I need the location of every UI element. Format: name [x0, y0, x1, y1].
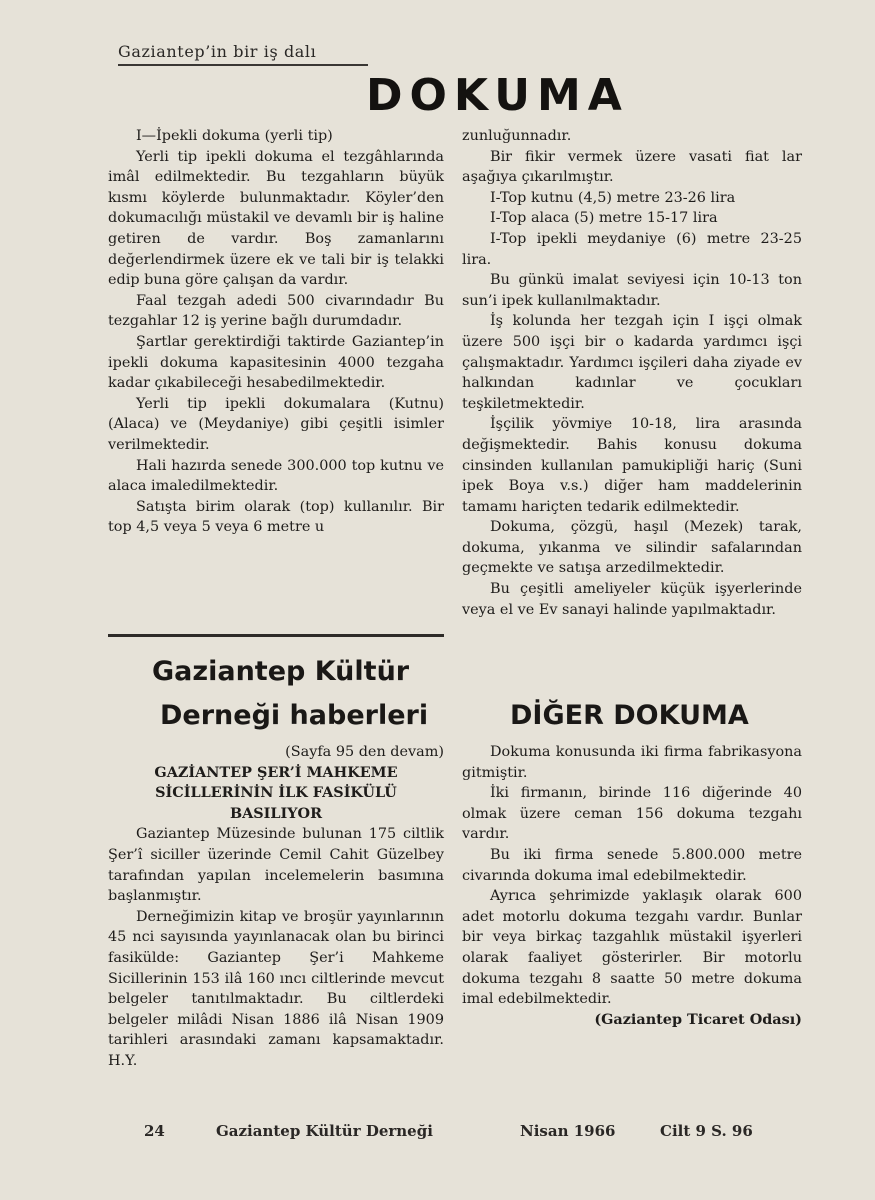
dokuma-article-left-column	[108, 126, 444, 538]
kultur-section-column	[108, 742, 444, 1072]
dokuma-paragraph: Yerli tip ipekli dokuma el tezgâhlarında imâl edilmektedir. Bu tezgahların büyük kısmı köylerde bulunmaktadır. Köyler’den dokumacılığı müstakil ve devamlı bir iş haline getiren de vardır. Boş zamanlarını değerlendirmek üzere ek ve tali bir iş telakki edip buna göre çalışan da vardır.	[108, 148, 444, 289]
diger-section-column	[462, 742, 802, 1030]
diger-paragraph: Ayrıca şehrimizde yaklaşık olarak 600 adet motorlu dokuma tezgahı vardır. Bunlar bir veya birkaç tazgahlık müstakil işyerleri olarak faaliyet gösterirler. Bir motorlu dokuma tezgahı 8 saatte 50 metre dokuma imal edebilmektedir.	[462, 888, 802, 1008]
kultur-subheading: GAZİANTEP ŞER’İ MAHKEME SİCİLLERİNİN İLK FASİKÜLÜ BASILIYOR	[154, 763, 398, 822]
kultur-paragraph: Derneğimizin kitap ve broşür yayınlarının 45 nci sayısında yayınlanacak olan bu birinci fasikülde: Gaziantep Şer’i Mahkeme Sicillerinin 153 ilâ 160 ıncı ciltlerinde mevcut belgeler tanıtılmaktadır. Bu ciltlerdeki belgeler milâdi Nisan 1886 ilâ Nisan 1909 tarihleri arasındaki zamanı kapsamaktadır. H.Y.	[108, 908, 444, 1069]
dokuma-article-right-column	[462, 126, 802, 620]
dokuma-paragraph: Faal tezgah adedi 500 civarındadır Bu tezgahlar 12 iş yerine bağlı durumdadır.	[108, 292, 444, 330]
continued-note: (Sayfa 95 den devam)	[285, 744, 444, 760]
kicker-underline	[118, 64, 368, 66]
dokuma-paragraph: Bu günkü imalat seviyesi için 10-13 ton sun’i ipek kullanılmaktadır.	[462, 272, 802, 309]
price-line: I-Top alaca (5) metre 15-17 lira	[490, 210, 718, 227]
diger-paragraph: Bu iki firma senede 5.800.000 metre civarında dokuma imal edebilmektedir.	[462, 846, 802, 884]
kultur-section-title-line1: Gaziantep Kültür	[152, 656, 410, 687]
dokuma-paragraph: Satışta birim olarak (top) kullanılır. Bir top 4,5 veya 5 veya 6 metre u	[108, 498, 444, 536]
page-number: 24	[144, 1122, 165, 1140]
article-title: DOKUMA	[366, 70, 629, 121]
dokuma-paragraph: Dokuma, çözgü, haşıl (Mezek) tarak, dokuma, yıkanma ve silindir safalarından geçmekte ve satışa arzedilmektedir.	[462, 519, 802, 577]
dokuma-paragraph: zunluğunnadır.	[462, 128, 572, 144]
dokuma-paragraph: İşçilik yövmiye 10-18, lira arasında değişmektedir. Bahis konusu dokuma cinsinden kullanılan pamukipliği hariç (Suni ipek Boya v.s.) diğer ham maddelerinin tamamı hariçten tedarik edilmektedir.	[462, 416, 802, 515]
dokuma-paragraph: Yerli tip ipekli dokumalara (Kutnu) (Alaca) ve (Meydaniye) gibi çeşitli isimler verilmektedir.	[108, 395, 444, 453]
diger-paragraph: İki firmanın, birinde 116 diğerinde 40 olmak üzere ceman 156 dokuma tezgahı vardır.	[462, 785, 802, 843]
source-credit: (Gaziantep Ticaret Odası)	[594, 1010, 802, 1028]
footer-publication: Gaziantep Kültür Derneği	[216, 1122, 433, 1140]
footer-volume: Cilt 9 S. 96	[660, 1122, 753, 1140]
diger-section-title: DİĞER DOKUMA	[510, 700, 749, 731]
kultur-section-title-line2: Derneği haberleri	[160, 700, 429, 731]
price-line: I-Top kutnu (4,5) metre 23-26 lira	[490, 189, 736, 206]
price-line: I-Top ipekli meydaniye (6) metre 23-25 lira.	[462, 230, 802, 268]
dokuma-paragraph: Bu çeşitli ameliyeler küçük işyerlerinde veya el ve Ev sanayi halinde yapılmaktadır.	[462, 581, 802, 618]
diger-paragraph: Dokuma konusunda iki firma fabrikasyona gitmiştir.	[462, 744, 802, 781]
dokuma-paragraph: İş kolunda her tezgah için I işçi olmak üzere 500 işçi bir o kadarda yardımcı işçi çalışmaktadır. Yardımcı işçileri daha ziyade ev halkından kadınlar ve çocukları teşkiletmektedir.	[462, 313, 802, 412]
section-divider	[108, 634, 444, 637]
footer-date: Nisan 1966	[520, 1122, 616, 1140]
dokuma-paragraph: Hali hazırda senede 300.000 top kutnu ve alaca imaledilmektedir.	[108, 457, 444, 495]
dokuma-paragraph: Bir fikir vermek üzere vasati fiat lar aşağıya çıkarılmıştır.	[462, 148, 802, 186]
dokuma-paragraph: Şartlar gerektirdiği taktirde Gaziantep’in ipekli dokuma kapasitesinin 4000 tezgaha kadar çıkabileceği hesabedilmektedir.	[108, 333, 444, 392]
dokuma-section-heading: I—İpekli dokuma (yerli tip)	[136, 128, 333, 144]
section-kicker: Gaziantep’in bir iş dalı	[118, 42, 317, 61]
kultur-paragraph: Gaziantep Müzesinde bulunan 175 ciltlik Şer’î siciller üzerinde Cemil Cahit Güzelbey tarafından yapılan incelemelerin basımına başlanmıştır.	[108, 826, 444, 905]
